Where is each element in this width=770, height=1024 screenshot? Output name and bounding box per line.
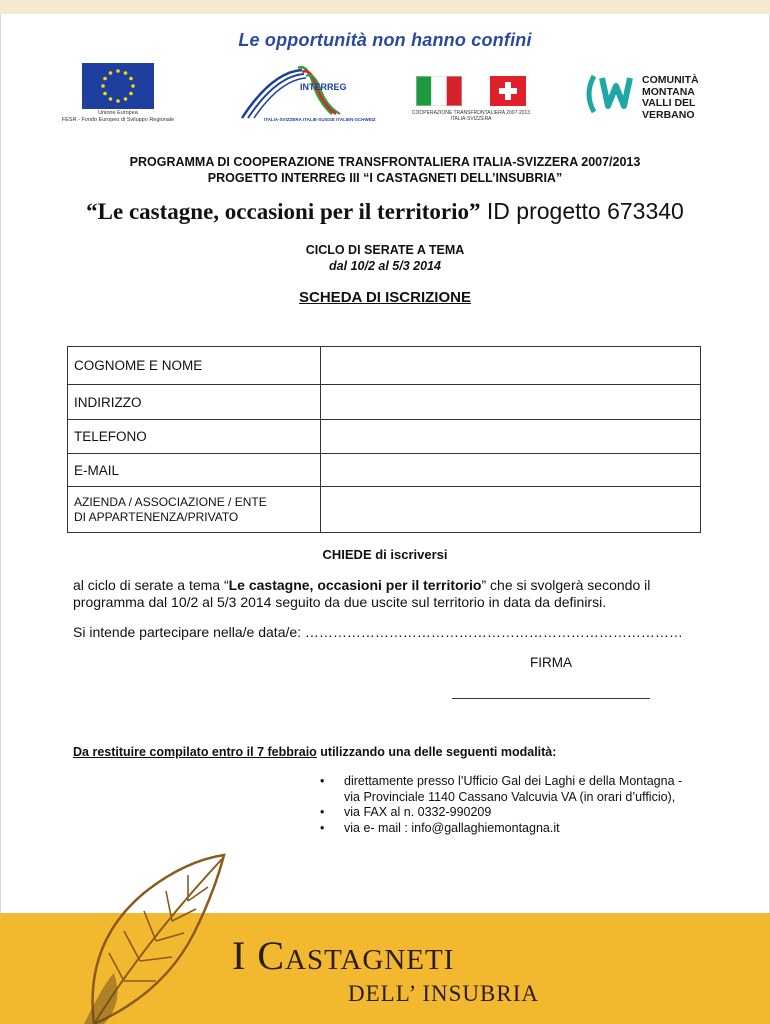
field-label-phone: TELEFONO [68,420,321,454]
method-office: direttamente presso l’Ufficio Gal dei Laghi e della Montagna - via Provinciale 1140 Cassano Valcuvia VA (in orari d’ufficio), [344,774,683,804]
cm-line-3: VALLI DEL [642,97,696,109]
flags-caption-1: COOPERAZIONE TRANSFRONTALIERA 2007-2013 [411,110,531,116]
bullet: • [320,774,325,788]
italy-flag-icon [416,76,462,106]
field-input-email[interactable] [321,454,701,487]
program-heading [0,154,770,186]
cm-line-1: COMUNITÀ [642,74,699,86]
ciclo-line-1: CICLO DI SERATE A TEMA [305,243,465,257]
field-label-company-2: DI APPARTENENZA/PRIVATO [74,509,239,524]
page-title [0,198,770,225]
swiss-flag-icon [490,76,526,106]
title-quote: “Le castagne, occasioni per il territorio” [86,199,481,224]
field-input-company[interactable] [321,487,701,533]
cm-line-4: VERBANO [642,108,695,121]
registration-form [67,346,701,533]
flags-caption-2: ITALIA-SVIZZERA [450,116,492,122]
chiede-heading: CHIEDE di iscriversi [322,547,448,562]
brand-w1-cap: I C [232,933,285,978]
signature-label: FIRMA [530,655,572,670]
ciclo-heading [0,242,770,274]
form-row-company [68,487,701,533]
return-rest: utilizzando una delle seguenti modalità: [316,745,557,759]
brand-title-line-2 [348,972,539,1009]
field-input-phone[interactable] [321,420,701,454]
brand-w2-rest: NSUBRIA [431,981,539,1006]
interreg-label: INTERREG [300,82,347,92]
field-label-company-1: AZIENDA / ASSOCIAZIONE / ENTE [74,494,267,509]
eu-caption-2: FESR - Fondo Europeo di Sviluppo Regionale [61,117,175,123]
dates-field[interactable]: Si intende partecipare nella/e data/e: ……………………………………………………………………… [73,624,683,640]
field-label-address: INDIRIZZO [68,385,321,420]
eu-caption-1: Unione Europea [98,110,138,116]
delivery-methods [316,774,696,836]
field-label-email: E-MAIL [68,454,321,487]
brand-w2-cap: DELL’ I [348,981,432,1006]
body-paragraph [73,577,713,611]
bullet: • [320,820,325,835]
list-item [316,805,696,821]
para-bold: Le castagne, occasioni per il territorio [228,577,482,593]
cm-line-2: MONTANA [642,85,695,98]
ciclo-dates: dal 10/2 al 5/3 2014 [329,259,441,273]
interreg-sub: ITALIA-SVIZZERA ITALIE-SUISSE ITALIEN-SCHWEIZ [264,117,376,122]
list-item [316,821,696,837]
para-post: ” che si svolgerà secondo il programma dal 10/2 al 5/3 2014 seguito da due uscite sul territorio in data da definirsi. [73,577,651,610]
signature-line[interactable] [452,698,650,699]
program-line-2: PROGETTO INTERREG III “I CASTAGNETI DELL’INSUBRIA” [207,171,563,185]
scheda-heading: SCHEDA DI ISCRIZIONE [299,289,471,306]
list-item [316,774,696,805]
cm-mark-icon [584,72,636,116]
para-pre: al ciclo di serate a tema “ [73,577,229,593]
method-fax: via FAX al n. 0332-990209 [344,805,492,819]
form-row-phone [68,420,701,454]
field-label-name: COGNOME E NOME [68,347,321,385]
form-row-name [68,347,701,385]
field-label-company [68,487,321,533]
brand-w1-rest: ASTAGNETI [285,944,455,976]
return-instructions [73,745,556,759]
field-input-address[interactable] [321,385,701,420]
bullet: • [320,805,325,819]
eu-flag-icon [82,63,154,109]
form-row-email [68,454,701,487]
method-email: via e- mail : info@gallaghiemontagna.it [344,820,560,835]
program-line-1: PROGRAMMA DI COOPERAZIONE TRANSFRONTALIERA ITALIA-SVIZZERA 2007/2013 [129,155,641,169]
top-band [0,0,770,14]
return-deadline: Da restituire compilato entro il 7 febbraio [73,745,317,759]
field-input-name[interactable] [321,347,701,385]
form-row-address [68,385,701,420]
title-id: ID progetto 673340 [480,198,684,224]
slogan: Le opportunità non hanno confini [238,30,532,50]
